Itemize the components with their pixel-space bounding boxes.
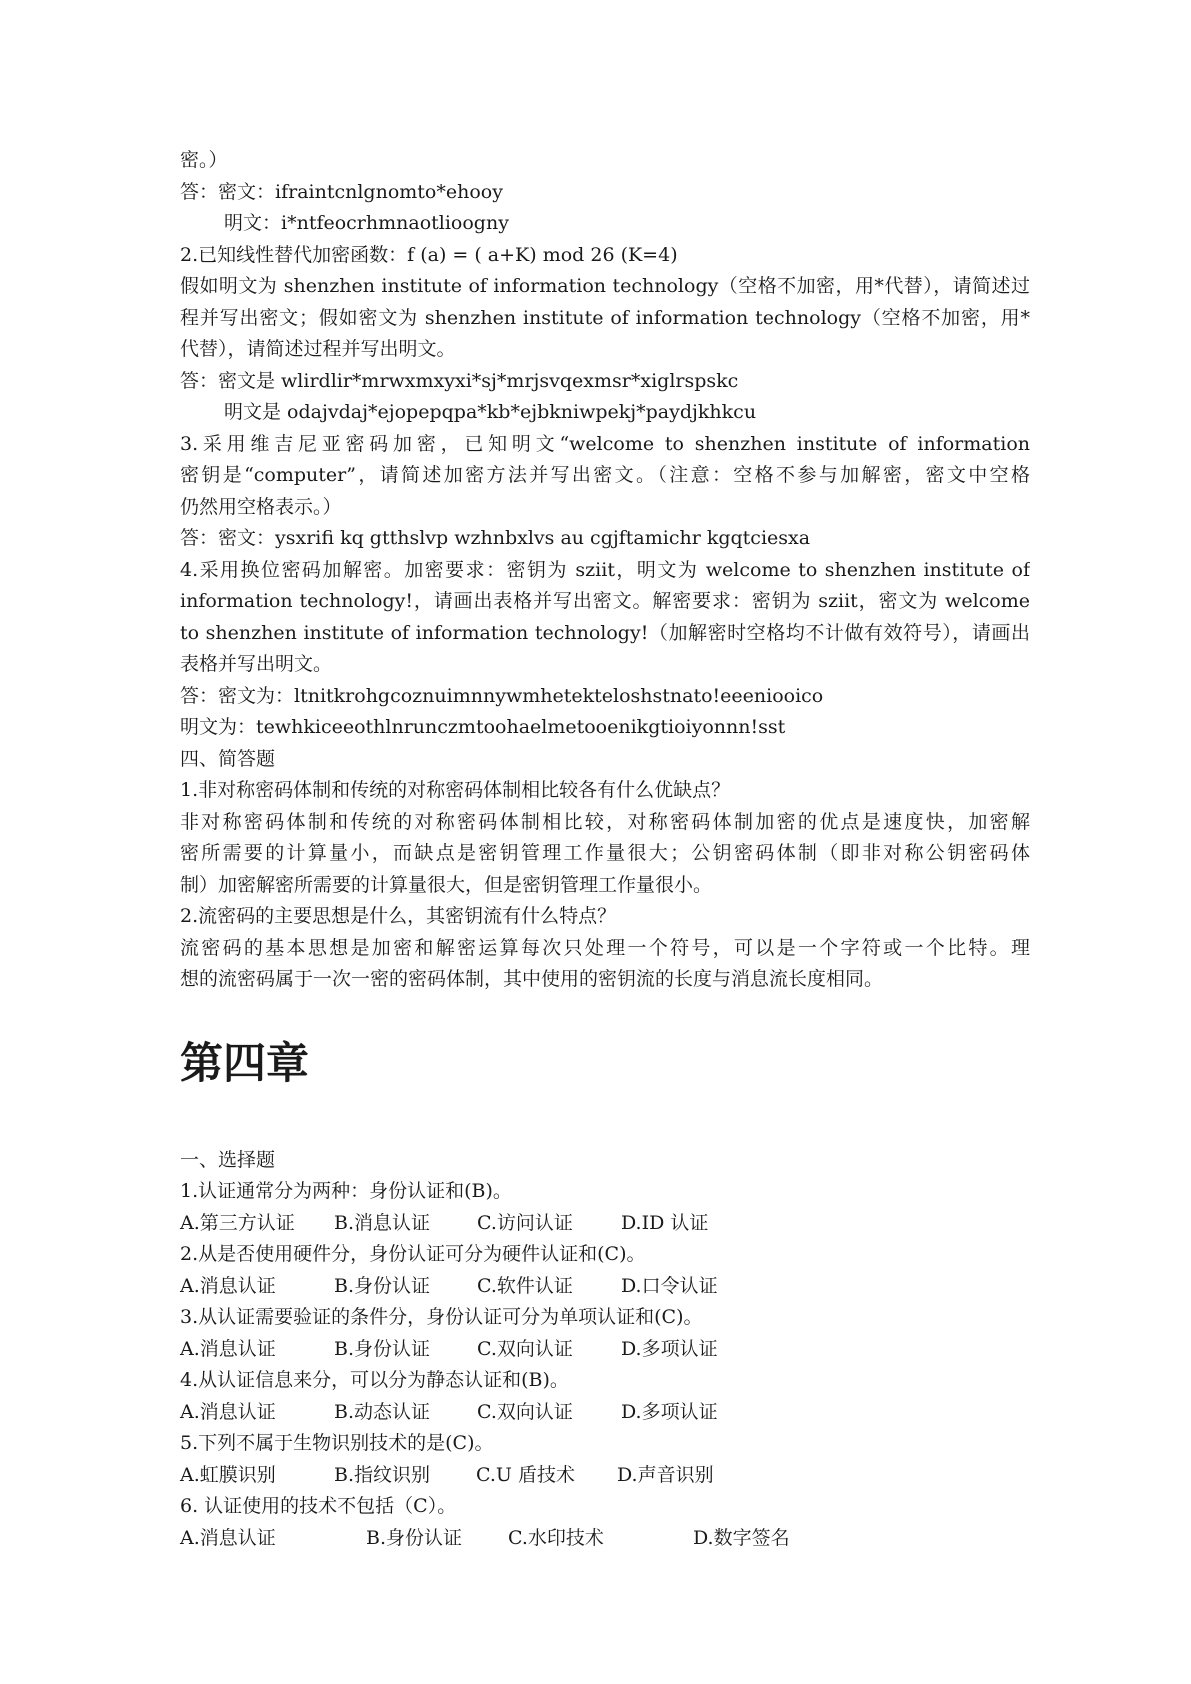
- text-line: 表格并写出明文。: [180, 653, 333, 675]
- text-line: 密所需要的计算量小，而缺点是密钥管理工作量很大；公钥密码体制（即非对称公钥密码体: [180, 842, 1030, 864]
- option-a: A.消息认证: [180, 1526, 276, 1549]
- question-line: 4.采用换位密码加解密。加密要求：密钥为 sziit，明文为 welcome to shenzhen institute of: [180, 558, 1030, 581]
- text-line: information technology!，请画出表格并写出密文。解密要求：密钥为 sziit，密文为 welcome: [180, 590, 1030, 612]
- option-b: B.身份认证: [334, 1274, 431, 1297]
- question-line: 5.下列不属于生物识别技术的是(C)。: [180, 1432, 494, 1454]
- options-row: [180, 1334, 1030, 1366]
- option-d: D.多项认证: [621, 1337, 718, 1360]
- question-line: 2.从是否使用硬件分，身份认证可分为硬件认证和(C)。: [180, 1243, 646, 1265]
- option-d: D.口令认证: [621, 1274, 718, 1297]
- option-c: C.软件认证: [477, 1274, 573, 1297]
- answer-line: 明文：i*ntfeocrhmnaotlioogny: [224, 212, 509, 234]
- chapter-heading: 第四章: [180, 1038, 309, 1089]
- answer-line: 答：密文是 wlirdlir*mrwxmxyxi*sj*mrjsvqexmsr*xiglrspskc: [180, 369, 739, 392]
- question-line: 2.流密码的主要思想是什么，其密钥流有什么特点？: [180, 905, 617, 927]
- option-a: A.消息认证: [180, 1274, 276, 1297]
- text-line: 密。）: [180, 149, 228, 171]
- options-row: [180, 1208, 1030, 1240]
- section-title: 四、简答题: [180, 747, 276, 770]
- option-b: B.指纹识别: [334, 1463, 431, 1486]
- option-c: C.水印技术: [508, 1526, 604, 1549]
- answer-line: 答：密文为：ltnitkrohgcoznuimnnywmhetekteloshstnato!eeeniooico: [180, 684, 824, 707]
- text-line: 流密码的基本思想是加密和解密运算每次只处理一个符号，可以是一个字符或一个比特。理: [180, 936, 1030, 959]
- question-line: 1.非对称密码体制和传统的对称密码体制相比较各有什么优缺点？: [180, 779, 731, 801]
- question-line: 3.采用维吉尼亚密码加密，已知明文“welcome to shenzhen institute of information: [180, 432, 1030, 455]
- answer-line: 答：密文：ysxrifi kq gtthslvp wzhnbxlvs au cgjftamichr kgqtciesxa: [180, 527, 811, 549]
- option-d: D.多项认证: [621, 1400, 718, 1423]
- answer-line: 答：密文：ifraintcnlgnomto*ehooy: [180, 180, 503, 203]
- option-b: B.消息认证: [334, 1211, 431, 1234]
- option-b: B.身份认证: [366, 1526, 463, 1549]
- text-line: to shenzhen institute of information technology!（加解密时空格均不计做有效符号），请画出: [180, 621, 1030, 644]
- text-line: 想的流密码属于一次一密的密码体制，其中使用的密钥流的长度与消息流长度相同。: [180, 968, 884, 990]
- option-d: D.ID 认证: [621, 1211, 709, 1234]
- document-page: [180, 145, 1030, 1554]
- option-b: B.动态认证: [334, 1400, 431, 1423]
- option-a: A.消息认证: [180, 1337, 276, 1360]
- option-b: B.身份认证: [334, 1337, 431, 1360]
- text-line: 程并写出密文；假如密文为 shenzhen institute of information technology（空格不加密，用*: [180, 306, 1030, 329]
- section-title: 一、选择题: [180, 1148, 276, 1171]
- question-line: 1.认证通常分为两种：身份认证和(B)。: [180, 1180, 512, 1202]
- option-a: A.虹膜识别: [180, 1463, 276, 1486]
- options-row: [180, 1271, 1030, 1303]
- option-c: C.访问认证: [477, 1211, 573, 1234]
- option-d: D.数字签名: [693, 1526, 790, 1549]
- option-c: C.双向认证: [477, 1337, 573, 1360]
- options-row: [180, 1397, 1030, 1429]
- text-line: 仍然用空格表示。）: [180, 495, 342, 518]
- option-a: A.第三方认证: [180, 1211, 295, 1234]
- text-line: 非对称密码体制和传统的对称密码体制相比较，对称密码体制加密的优点是速度快，加密解: [180, 810, 1030, 833]
- option-c: C.U 盾技术: [476, 1463, 575, 1486]
- answer-line: 明文是 odajvdaj*ejopepqpa*kb*ejbkniwpekj*paydjkhkcu: [224, 401, 757, 423]
- text-line: 制）加密解密所需要的计算量很大，但是密钥管理工作量很小。: [180, 873, 713, 896]
- option-a: A.消息认证: [180, 1400, 276, 1423]
- options-row: [180, 1460, 1030, 1492]
- option-d: D.声音识别: [617, 1463, 714, 1486]
- text-line: 代替），请简述过程并写出明文。: [180, 338, 456, 360]
- text-line: 假如明文为 shenzhen institute of information technology（空格不加密，用*代替），请简述过: [180, 275, 1030, 297]
- answer-line: 明文为：tewhkiceeothlnrunczmtoohaelmetooenikgtioiyonnn!sst: [180, 716, 786, 738]
- options-row: [180, 1523, 1030, 1555]
- text-line: 密钥是“computer”，请简述加密方法并写出密文。（注意：空格不参与加解密，密文中空格: [180, 464, 1030, 486]
- option-c: C.双向认证: [477, 1400, 573, 1423]
- question-line: 3.从认证需要验证的条件分，身份认证可分为单项认证和(C)。: [180, 1306, 703, 1328]
- question-line: 4.从认证信息来分，可以分为静态认证和(B)。: [180, 1369, 569, 1391]
- question-line: 6. 认证使用的技术不包括（C）。: [180, 1495, 457, 1517]
- question-line: 2.已知线性替代加密函数：f (a) = ( a+K) mod 26 (K=4): [180, 243, 678, 266]
